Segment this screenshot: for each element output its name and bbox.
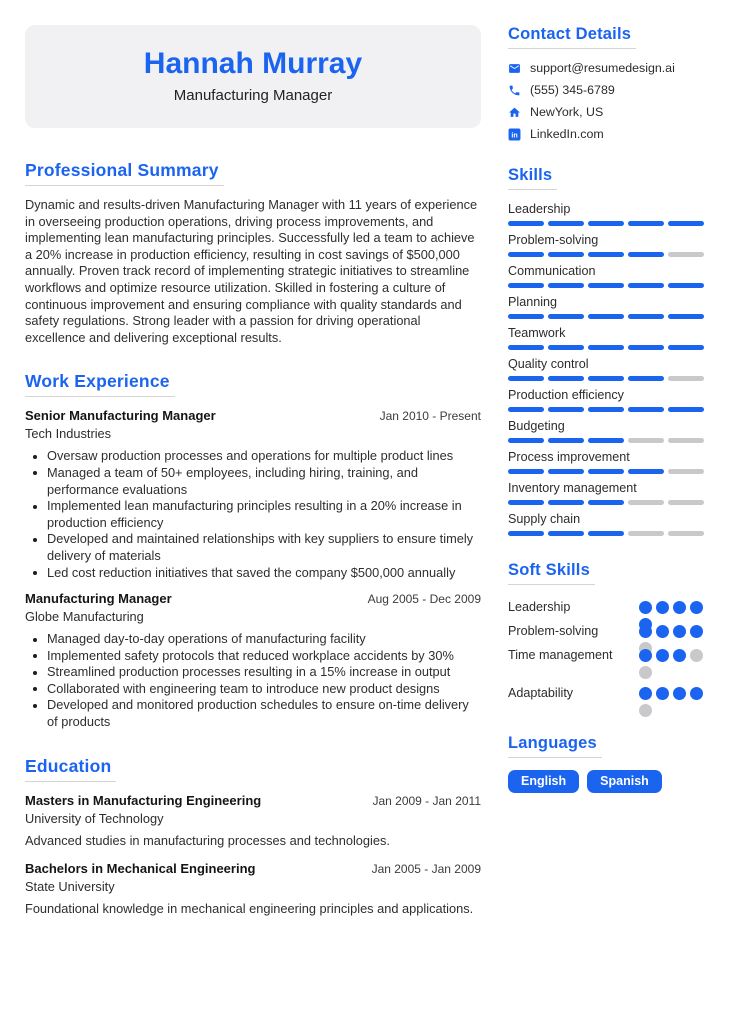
skill-name: Process improvement [508,450,630,464]
meter-segment-filled [508,314,544,319]
meter-segment-filled [673,649,686,662]
skill-meter [508,500,704,505]
job-header [25,408,481,424]
meter-segment-filled [628,345,664,350]
meter-segment-empty [668,252,704,257]
meter-segment-empty [668,438,704,443]
meter-segment-empty [690,649,703,662]
skills-heading: Skills [508,166,557,190]
contact-item [508,83,704,97]
meter-segment-filled [628,252,664,257]
job-company: Tech Industries [25,426,112,442]
skill-row [508,481,704,505]
contact-item [508,61,704,75]
meter-segment-filled [508,283,544,288]
meter-segment-filled [639,601,652,614]
meter-segment-filled [668,345,704,350]
skill-meter [508,469,704,474]
meter-segment-filled [668,314,704,319]
soft-skill-list [508,599,704,709]
meter-segment-empty [639,666,652,679]
meter-segment-filled [656,601,669,614]
meter-segment-filled [628,283,664,288]
meter-segment-filled [508,469,544,474]
meter-segment-filled [690,687,703,700]
soft-skill-dots [639,625,704,638]
meter-segment-filled [656,625,669,638]
education-header [25,861,481,877]
contact-text: LinkedIn.com [530,127,604,141]
job-bullet: Managed day-to-day operations of manufacturing facility [25,631,481,648]
job-bullet-list [25,631,481,731]
meter-segment-filled [588,314,624,319]
meter-segment-filled [508,407,544,412]
job-bullet: Implemented lean manufacturing principles resulting in a 20% increase in production efficiency [25,498,481,531]
contact-details-section [508,25,704,141]
meter-segment-filled [548,407,584,412]
meter-segment-filled [548,500,584,505]
meter-segment-filled [628,314,664,319]
skill-meter [508,438,704,443]
skill-row [508,388,704,412]
meter-segment-filled [508,500,544,505]
skill-row [508,295,704,319]
skill-name: Teamwork [508,326,566,340]
soft-skill-name: Leadership [508,600,571,614]
meter-segment-filled [508,438,544,443]
meter-segment-filled [639,649,652,662]
skill-row [508,202,704,226]
job-bullet: Developed and maintained relationships with key suppliers to ensure timely delivery of materials [25,531,481,564]
meter-segment-filled [588,500,624,505]
job-bullet: Implemented safety protocols that reduced workplace accidents by 30% [25,648,481,665]
job-bullet: Collaborated with engineering team to introduce new product designs [25,681,481,698]
skill-name: Inventory management [508,481,637,495]
meter-segment-filled [668,407,704,412]
soft-skill-row [508,599,704,623]
meter-segment-filled [548,314,584,319]
professional-summary-section [25,160,481,346]
soft-skill-name: Adaptability [508,686,574,700]
meter-segment-filled [508,531,544,536]
person-title: Manufacturing Manager [173,87,333,104]
meter-segment-empty [628,438,664,443]
languages-section [508,734,704,793]
job-entry [25,591,481,731]
summary-text: Dynamic and results-driven Manufacturing Manager with 11 years of experience in overseeing production operations, driving process improvements, and implementing lean manufacturing principles. Successfully led a team to achieve a 20% increase in production efficiency, resulting in cost savings of $500,000 annually. Proven track record of implementing strategic initiatives to streamline workflows and optimize resource utilization. Skilled in fostering a culture of continuous improvement and ensuring compliance with quality standards and safety regulations. Strong leader with a passion for driving operational excellence and delivering exceptional results. [25,197,478,345]
education-school: University of Technology [25,810,164,826]
work-experience-section [25,371,481,730]
skill-name: Supply chain [508,512,581,526]
education-list [25,793,481,918]
meter-segment-filled [588,345,624,350]
language-pill[interactable]: English [508,770,579,793]
linkedin-icon [508,128,521,141]
languages-heading: Languages [508,734,602,758]
skill-row [508,512,704,536]
meter-segment-empty [668,469,704,474]
meter-segment-empty [628,500,664,505]
meter-segment-filled [628,221,664,226]
meter-segment-empty [639,704,652,717]
soft-skill-dots [639,687,704,700]
skill-row [508,264,704,288]
soft-skill-name: Time management [508,648,613,662]
skill-name: Planning [508,295,558,309]
professional-summary-heading: Professional Summary [25,160,224,186]
meter-segment-filled [588,376,624,381]
meter-segment-filled [548,221,584,226]
job-entry [25,408,481,581]
education-description: Foundational knowledge in mechanical engineering principles and applications. [25,901,474,917]
right-column [508,25,704,943]
skill-meter [508,314,704,319]
education-entry [25,861,481,918]
meter-segment-filled [588,438,624,443]
meter-segment-empty [668,531,704,536]
skill-row [508,233,704,257]
soft-skill-dots [639,601,704,614]
meter-segment-filled [588,252,624,257]
skill-meter [508,407,704,412]
skill-row [508,357,704,381]
job-bullet: Streamlined production processes resulting in a 15% increase in output [25,664,481,681]
skill-name: Quality control [508,357,589,371]
contact-details-heading: Contact Details [508,25,636,49]
meter-segment-filled [690,625,703,638]
education-description: Advanced studies in manufacturing processes and technologies. [25,832,390,848]
language-list [508,770,704,793]
meter-segment-filled [639,687,652,700]
skill-row [508,419,704,443]
skill-name: Communication [508,264,596,278]
skill-meter [508,221,704,226]
education-dates: Jan 2009 - Jan 2011 [372,793,481,808]
meter-segment-filled [668,283,704,288]
soft-skills-heading: Soft Skills [508,561,595,585]
meter-segment-filled [508,376,544,381]
job-bullet: Managed a team of 50+ employees, including hiring, training, and performance evaluations [25,465,481,498]
meter-segment-filled [548,469,584,474]
meter-segment-filled [673,601,686,614]
contact-item [508,105,704,119]
skill-name: Problem-solving [508,233,599,247]
work-experience-heading: Work Experience [25,371,175,397]
meter-segment-filled [628,407,664,412]
education-degree: Bachelors in Mechanical Engineering [25,861,256,877]
meter-segment-filled [588,407,624,412]
meter-segment-filled [628,376,664,381]
language-pill[interactable]: Spanish [587,770,662,793]
education-degree: Masters in Manufacturing Engineering [25,792,262,808]
meter-segment-filled [628,469,664,474]
meter-segment-filled [690,601,703,614]
education-section [25,756,481,918]
job-dates: Aug 2005 - Dec 2009 [367,592,481,607]
skill-row [508,326,704,350]
meter-segment-empty [628,531,664,536]
meter-segment-filled [548,283,584,288]
skill-meter [508,376,704,381]
job-title: Senior Manufacturing Manager [25,408,216,424]
meter-segment-filled [508,345,544,350]
job-dates: Jan 2010 - Present [379,409,481,424]
svg-text:in: in [511,131,518,139]
skill-list [508,202,704,536]
phone-icon [508,84,521,97]
job-title: Manufacturing Manager [25,591,172,607]
meter-segment-filled [508,221,544,226]
contact-text: NewYork, US [530,105,604,119]
education-header [25,793,481,809]
meter-segment-empty [668,376,704,381]
meter-segment-filled [548,438,584,443]
contact-list [508,61,704,141]
meter-segment-filled [548,531,584,536]
contact-text: support@resumedesign.ai [530,61,675,75]
contact-text: (555) 345-6789 [530,83,615,97]
skill-meter [508,283,704,288]
skill-name: Budgeting [508,419,565,433]
job-bullet: Oversaw production processes and operations for multiple product lines [25,448,481,465]
email-icon [508,62,521,75]
meter-segment-filled [668,221,704,226]
soft-skill-name: Problem-solving [508,624,599,638]
skill-row [508,450,704,474]
meter-segment-filled [673,625,686,638]
job-bullet: Developed and monitored production schedules to ensure on-time delivery of products [25,697,481,730]
skill-meter [508,252,704,257]
skill-name: Production efficiency [508,388,624,402]
contact-item [508,127,704,141]
meter-segment-filled [548,376,584,381]
education-dates: Jan 2005 - Jan 2009 [371,862,481,877]
job-header [25,591,481,607]
home-icon [508,106,521,119]
header-card [25,25,481,128]
soft-skill-row [508,647,704,671]
skill-meter [508,345,704,350]
education-entry [25,793,481,850]
meter-segment-filled [639,625,652,638]
soft-skill-row [508,685,704,709]
job-list [25,408,481,730]
skills-section [508,166,704,536]
meter-segment-filled [588,531,624,536]
job-bullet: Led cost reduction initiatives that saved the company $500,000 annually [25,565,481,582]
meter-segment-empty [668,500,704,505]
education-school: State University [25,879,115,895]
job-company: Globe Manufacturing [25,609,144,625]
meter-segment-filled [508,252,544,257]
person-name: Hannah Murray [143,47,363,80]
skill-meter [508,531,704,536]
skill-name: Leadership [508,202,571,216]
soft-skills-section [508,561,704,709]
education-heading: Education [25,756,116,782]
meter-segment-filled [656,687,669,700]
meter-segment-filled [673,687,686,700]
meter-segment-filled [588,283,624,288]
soft-skill-row [508,623,704,647]
meter-segment-filled [548,345,584,350]
meter-segment-filled [656,649,669,662]
left-column [25,25,481,943]
meter-segment-filled [548,252,584,257]
meter-segment-filled [588,221,624,226]
soft-skill-dots [639,649,704,662]
meter-segment-filled [588,469,624,474]
job-bullet-list [25,448,481,581]
